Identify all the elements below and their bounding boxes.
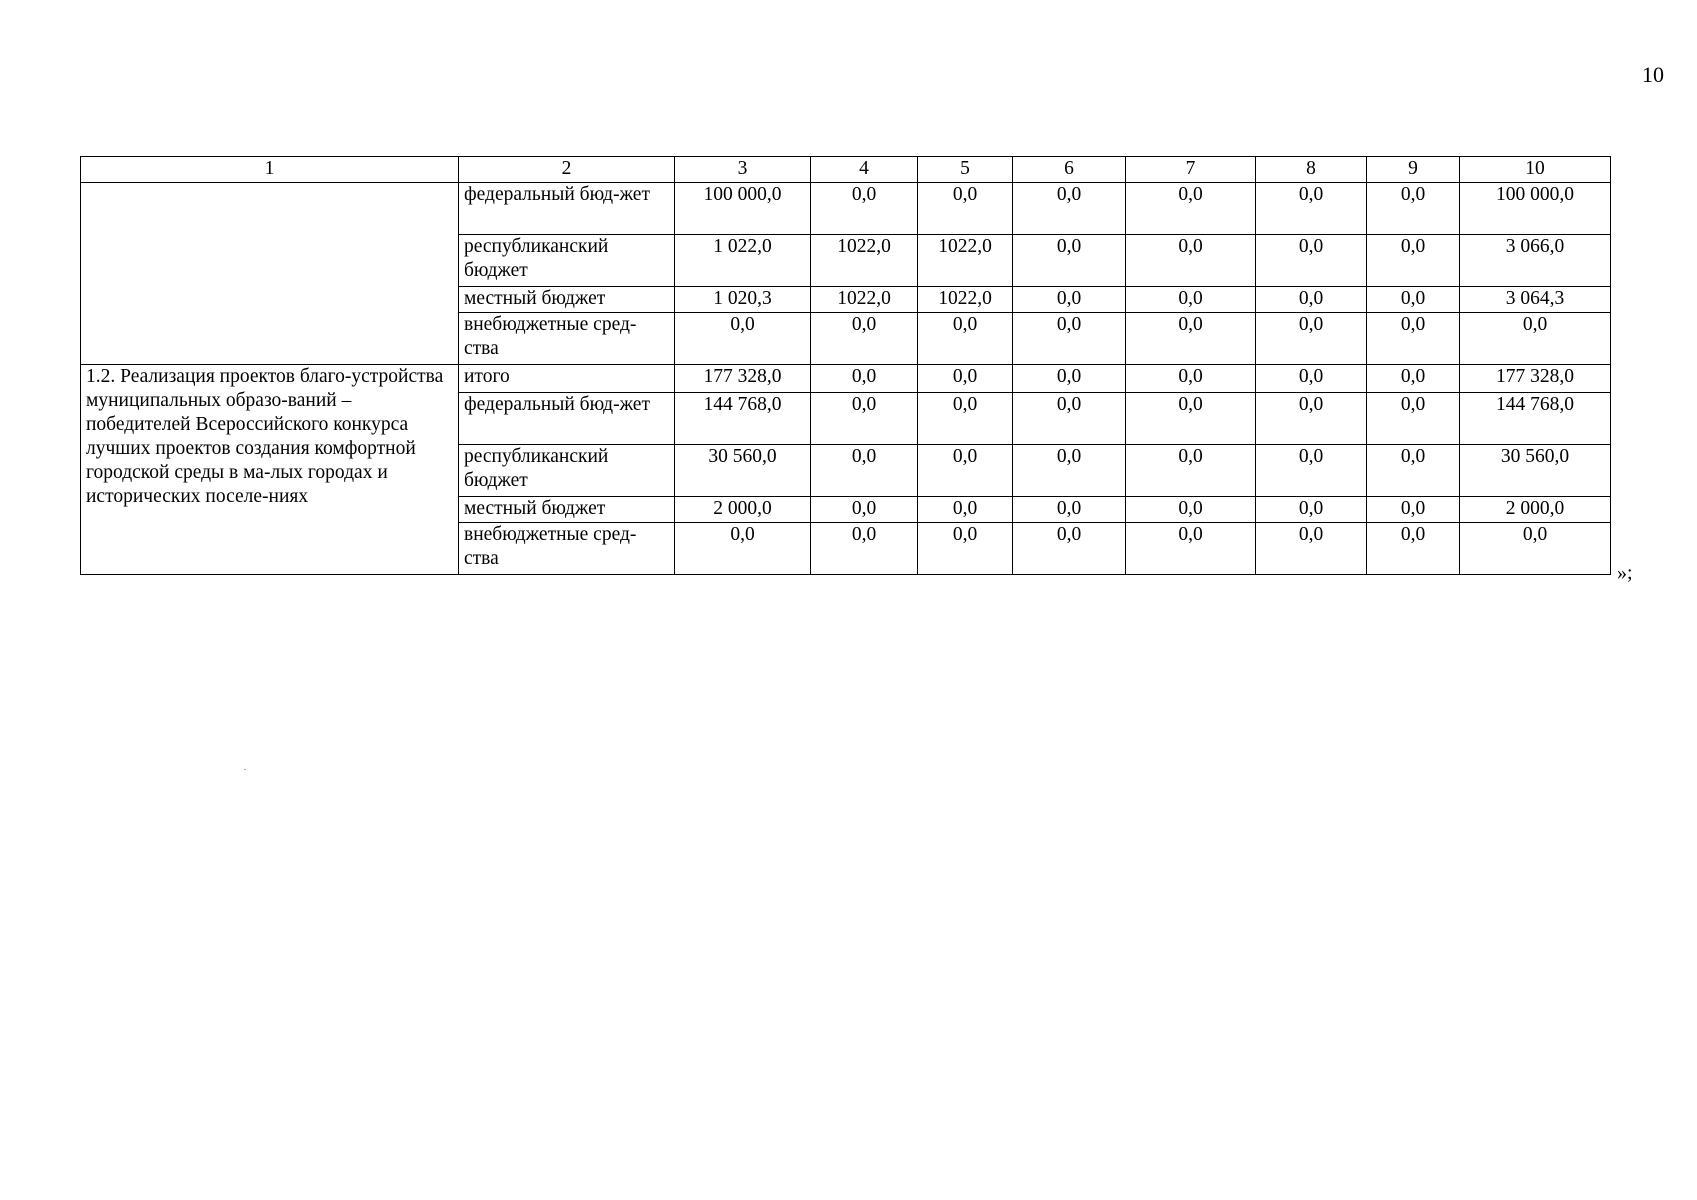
funding-source: внебюджетные сред-ства (459, 523, 675, 575)
value-cell: 0,0 (1367, 183, 1460, 235)
value-cell: 0,0 (1256, 523, 1367, 575)
event-cell: 1.2. Реализация проектов благо-устройства муниципальных образо-ваний – победителей Всероссийского конкурса лучших проектов создания комфортной городской среды в ма-лых городах и исторических поселе-ниях (81, 365, 459, 575)
value-cell: 0,0 (1013, 365, 1126, 393)
table-header-row (81, 157, 1611, 183)
value-cell: 0,0 (1126, 393, 1256, 445)
value-cell: 100 000,0 (1460, 183, 1611, 235)
value-cell: 1022,0 (811, 287, 918, 313)
value-cell: 0,0 (1126, 445, 1256, 497)
value-cell: 0,0 (1126, 497, 1256, 523)
value-cell: 1022,0 (918, 287, 1013, 313)
value-cell: 0,0 (1256, 497, 1367, 523)
value-cell: 0,0 (1460, 523, 1611, 575)
value-cell: 0,0 (811, 393, 918, 445)
value-cell: 0,0 (918, 183, 1013, 235)
value-cell: 0,0 (1256, 287, 1367, 313)
funding-source: республиканский бюджет (459, 235, 675, 287)
column-header: 10 (1460, 157, 1611, 183)
value-cell: 0,0 (1013, 497, 1126, 523)
value-cell: 177 328,0 (675, 365, 811, 393)
value-cell: 0,0 (918, 313, 1013, 365)
value-cell: 0,0 (1367, 365, 1460, 393)
scan-speck (244, 769, 246, 770)
value-cell: 0,0 (1256, 445, 1367, 497)
column-header: 5 (918, 157, 1013, 183)
value-cell: 0,0 (1013, 235, 1126, 287)
value-cell: 30 560,0 (1460, 445, 1611, 497)
value-cell: 0,0 (811, 523, 918, 575)
column-header: 7 (1126, 157, 1256, 183)
value-cell: 30 560,0 (675, 445, 811, 497)
value-cell: 0,0 (1256, 313, 1367, 365)
value-cell: 0,0 (1126, 365, 1256, 393)
column-header: 2 (459, 157, 675, 183)
value-cell: 1022,0 (811, 235, 918, 287)
value-cell: 3 064,3 (1460, 287, 1611, 313)
value-cell: 0,0 (1367, 287, 1460, 313)
value-cell: 1022,0 (918, 235, 1013, 287)
value-cell: 100 000,0 (675, 183, 811, 235)
event-cell (81, 183, 459, 365)
value-cell: 0,0 (918, 365, 1013, 393)
value-cell: 0,0 (918, 445, 1013, 497)
value-cell: 0,0 (1126, 235, 1256, 287)
value-cell: 0,0 (1013, 393, 1126, 445)
value-cell: 0,0 (1126, 183, 1256, 235)
value-cell: 0,0 (1367, 313, 1460, 365)
funding-source: местный бюджет (459, 287, 675, 313)
column-header: 1 (81, 157, 459, 183)
value-cell: 0,0 (1013, 287, 1126, 313)
value-cell: 0,0 (1126, 523, 1256, 575)
value-cell: 1 022,0 (675, 235, 811, 287)
value-cell: 2 000,0 (675, 497, 811, 523)
column-header: 6 (1013, 157, 1126, 183)
value-cell: 0,0 (1256, 365, 1367, 393)
value-cell: 0,0 (1013, 313, 1126, 365)
closing-quote: »; (1617, 562, 1633, 584)
value-cell: 0,0 (1256, 235, 1367, 287)
value-cell: 144 768,0 (675, 393, 811, 445)
table-row (81, 183, 1611, 235)
value-cell: 177 328,0 (1460, 365, 1611, 393)
value-cell: 0,0 (1367, 235, 1460, 287)
value-cell: 0,0 (675, 313, 811, 365)
funding-source: федеральный бюд-жет (459, 393, 675, 445)
value-cell: 0,0 (918, 497, 1013, 523)
value-cell: 0,0 (1367, 393, 1460, 445)
value-cell: 0,0 (811, 365, 918, 393)
page-number: 10 (1642, 62, 1664, 87)
value-cell: 0,0 (811, 445, 918, 497)
value-cell: 0,0 (1367, 523, 1460, 575)
budget-table (80, 156, 1611, 575)
table-row (81, 365, 1611, 393)
funding-source: местный бюджет (459, 497, 675, 523)
column-header: 4 (811, 157, 918, 183)
value-cell: 0,0 (1367, 445, 1460, 497)
value-cell: 0,0 (918, 393, 1013, 445)
value-cell: 2 000,0 (1460, 497, 1611, 523)
column-header: 9 (1367, 157, 1460, 183)
value-cell: 0,0 (1460, 313, 1611, 365)
value-cell: 0,0 (1013, 523, 1126, 575)
value-cell: 0,0 (811, 313, 918, 365)
column-header: 3 (675, 157, 811, 183)
value-cell: 0,0 (1367, 497, 1460, 523)
value-cell: 144 768,0 (1460, 393, 1611, 445)
funding-source: внебюджетные сред-ства (459, 313, 675, 365)
funding-source: республиканский бюджет (459, 445, 675, 497)
value-cell: 0,0 (1256, 393, 1367, 445)
value-cell: 0,0 (811, 497, 918, 523)
value-cell: 0,0 (1013, 183, 1126, 235)
value-cell: 0,0 (675, 523, 811, 575)
value-cell: 0,0 (1256, 183, 1367, 235)
value-cell: 0,0 (811, 183, 918, 235)
value-cell: 3 066,0 (1460, 235, 1611, 287)
funding-source: федеральный бюд-жет (459, 183, 675, 235)
value-cell: 0,0 (1126, 313, 1256, 365)
value-cell: 0,0 (918, 523, 1013, 575)
value-cell: 1 020,3 (675, 287, 811, 313)
value-cell: 0,0 (1013, 445, 1126, 497)
column-header: 8 (1256, 157, 1367, 183)
value-cell: 0,0 (1126, 287, 1256, 313)
funding-source: итого (459, 365, 675, 393)
